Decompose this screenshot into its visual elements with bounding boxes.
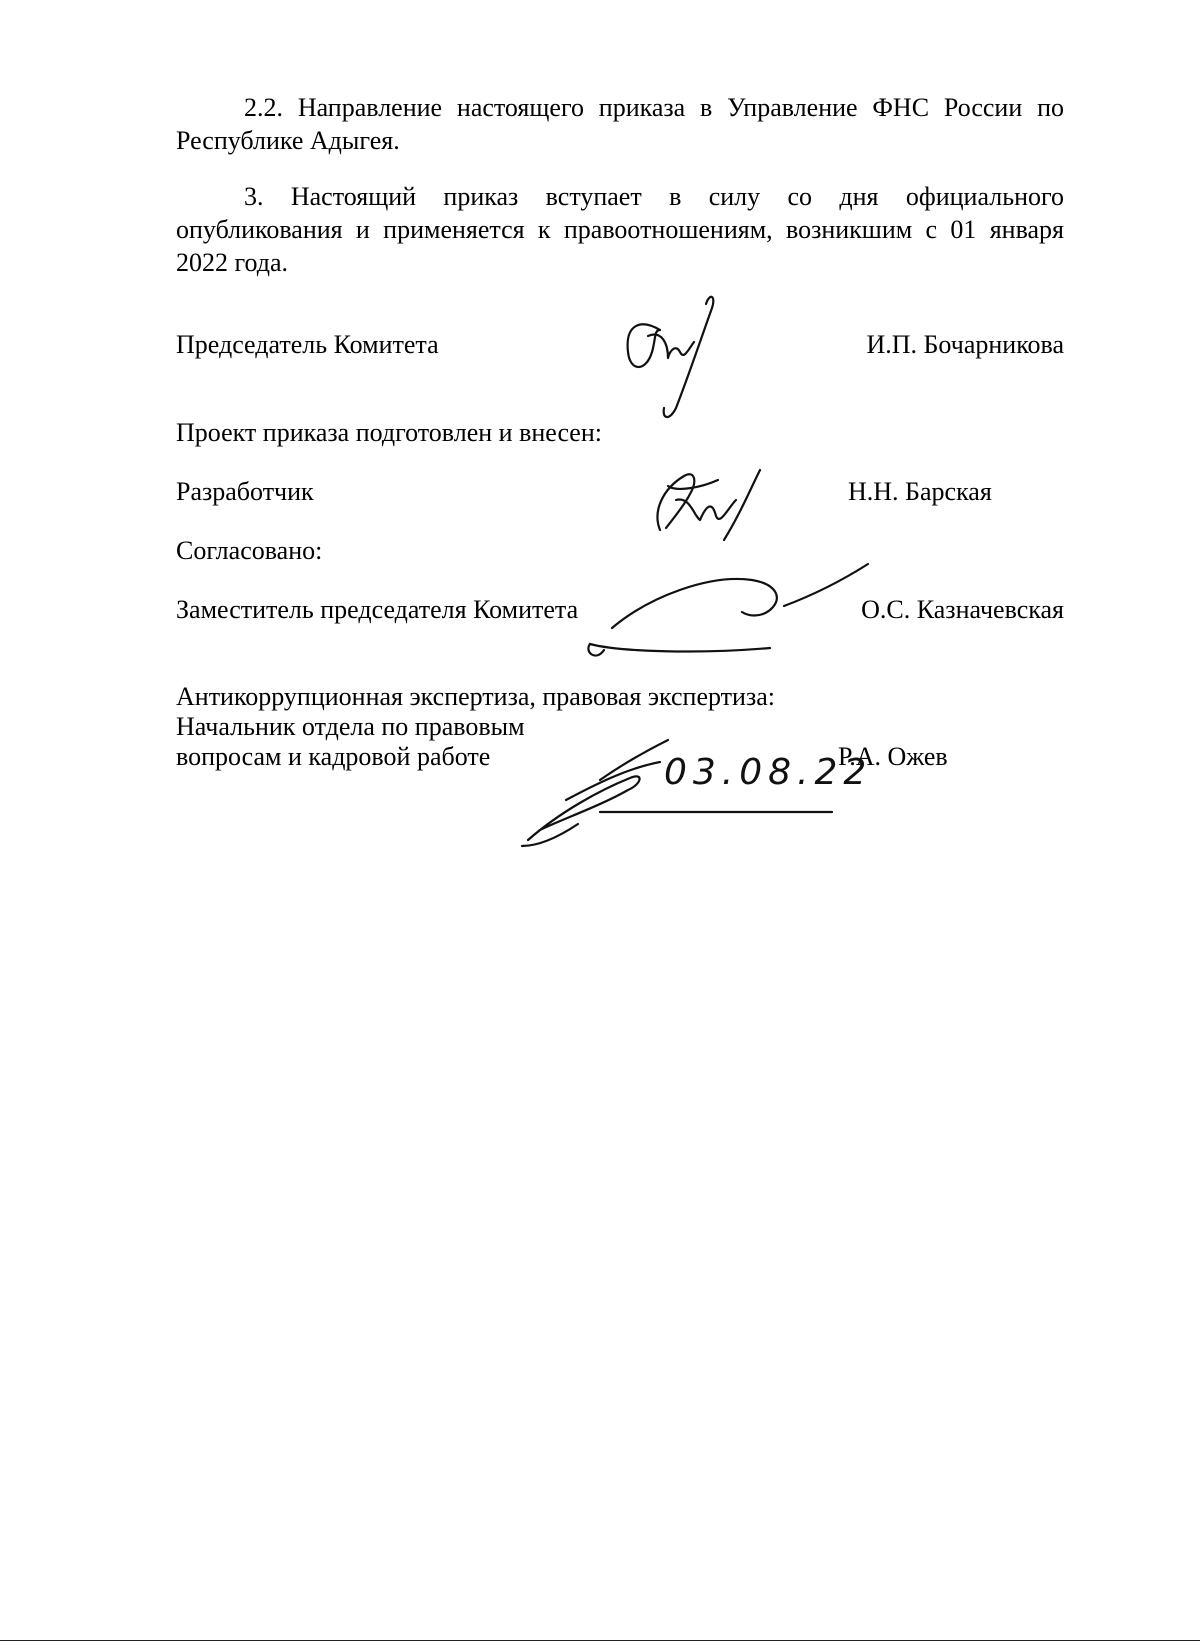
legal-head-title-line2: вопросам и кадровой работе <box>176 742 491 771</box>
chair-signature <box>628 297 714 417</box>
chair-name: И.П. Бочарникова <box>866 330 1064 359</box>
paragraph-2-2: 2.2. Направление настоящего приказа в Управление ФНС России по Республике Адыгея. <box>176 93 1064 155</box>
developer-name: Н.Н. Барская <box>848 477 992 506</box>
deputy-name: О.С. Казначевская <box>861 595 1064 624</box>
developer-title: Разработчик <box>176 477 314 506</box>
developer-signature <box>657 470 760 540</box>
deputy-title: Заместитель председателя Комитета <box>176 595 579 624</box>
chair-title: Председатель Комитета <box>176 330 439 359</box>
handwritten-date: 03.08.22 <box>664 752 873 793</box>
legal-head-title-line1: Начальник отдела по правовым <box>176 712 525 741</box>
deputy-signature <box>588 564 868 656</box>
agreed-heading: Согласовано: <box>176 536 323 565</box>
expertise-heading: Антикоррупционная экспертиза, правовая экспертиза: <box>176 682 775 711</box>
project-heading: Проект приказа подготовлен и внесен: <box>176 418 602 447</box>
paragraph-3: 3. Настоящий приказ вступает в силу со дня официального опубликования и применяется к правоотношениям, возникшим с 01 января 2022 года. <box>176 182 1064 277</box>
legal-head-name: Р.А. Ожев <box>838 742 948 771</box>
footer-rule <box>0 1640 1200 1641</box>
